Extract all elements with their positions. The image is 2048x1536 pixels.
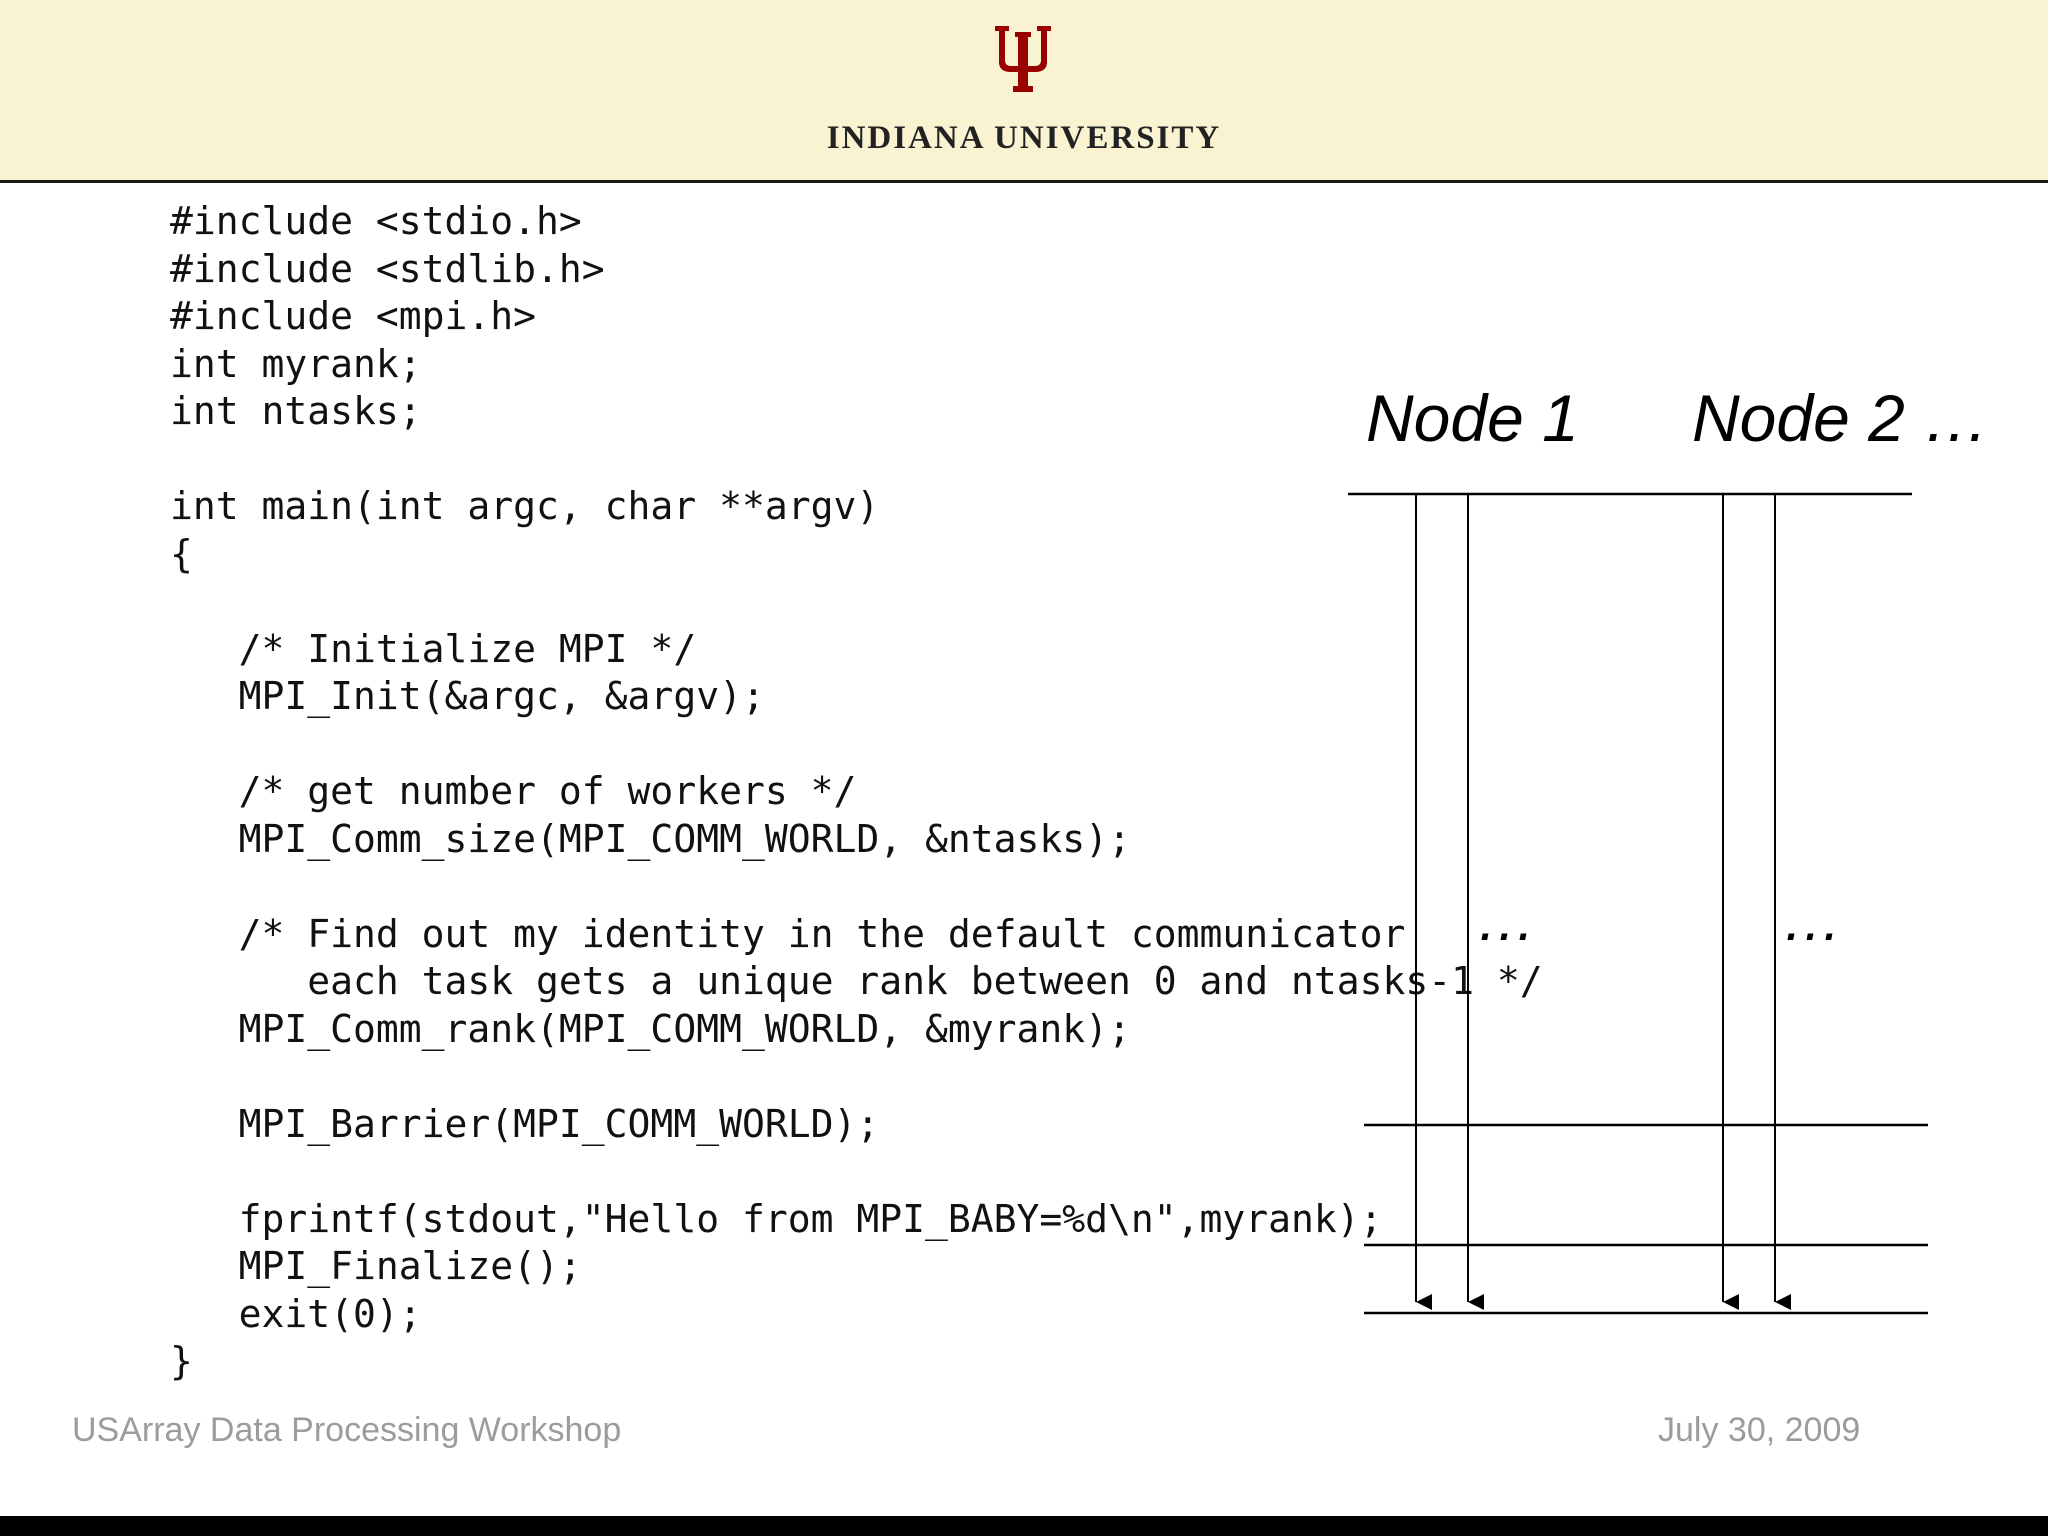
code-line: {	[170, 531, 193, 576]
bottom-bar	[0, 1516, 2048, 1536]
code-line: MPI_Barrier(MPI_COMM_WORLD);	[170, 1101, 880, 1146]
code-line: MPI_Init(&argc, &argv);	[170, 674, 765, 718]
code-line: #include <stdlib.h>	[170, 246, 605, 291]
trident-logo-icon	[993, 26, 1053, 98]
node-1-ellipsis: …	[1476, 886, 1536, 953]
slide-header	[0, 0, 2048, 183]
code-line	[170, 578, 1543, 626]
code-line: MPI_Comm_rank(MPI_COMM_WORLD, &myrank);	[170, 1006, 1131, 1051]
node-1-label: Node 1	[1366, 381, 1579, 455]
code-line: MPI_Comm_size(MPI_COMM_WORLD, &ntasks);	[170, 816, 1131, 861]
node-2-ellipsis: …	[1782, 886, 1842, 953]
code-listing	[170, 198, 1543, 1386]
code-line: }	[170, 1339, 193, 1383]
code-line: fprintf(stdout,"Hello from MPI_BABY=%d\n",myrank);	[170, 1196, 1383, 1241]
university-name: INDIANA UNIVERSITY	[826, 120, 1222, 156]
code-line	[170, 721, 1543, 769]
code-line: int myrank;	[170, 341, 422, 386]
code-line: /* Find out my identity in the default communicator	[170, 911, 1406, 956]
code-line: exit(0);	[170, 1291, 422, 1336]
code-line: /* get number of workers */	[170, 769, 857, 813]
footer-workshop: USArray Data Processing Workshop	[72, 1411, 622, 1449]
code-line	[170, 1053, 1543, 1101]
code-line: MPI_Finalize();	[170, 1244, 582, 1288]
code-line: #include <mpi.h>	[170, 294, 537, 338]
code-line	[170, 436, 1543, 484]
code-line: int ntasks;	[170, 389, 422, 433]
footer-date: July 30, 2009	[1658, 1411, 1861, 1449]
code-line	[170, 863, 1543, 911]
code-line	[170, 1148, 1543, 1196]
node-2-label: Node 2 …	[1692, 381, 1990, 455]
code-line: int main(int argc, char **argv)	[170, 484, 880, 528]
code-line: /* Initialize MPI */	[170, 626, 697, 671]
code-line: each task gets a unique rank between 0 and ntasks-1 */	[170, 959, 1543, 1003]
code-line: #include <stdio.h>	[170, 199, 582, 243]
